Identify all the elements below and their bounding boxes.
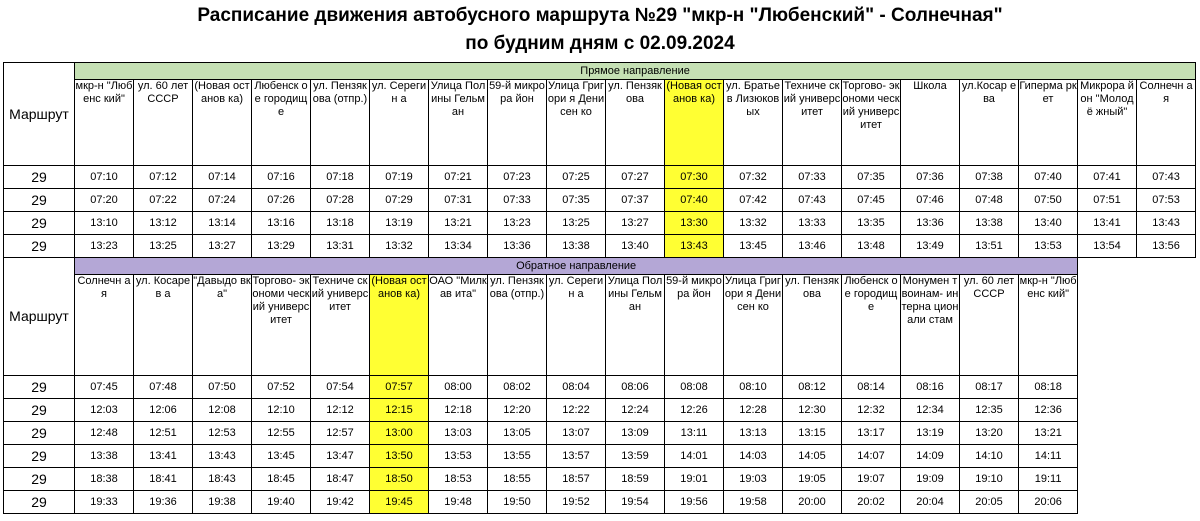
table-row (4, 189, 1196, 212)
departure-time: 07:32 (724, 166, 783, 189)
table-row (4, 445, 1196, 468)
departure-time: 13:15 (783, 422, 842, 445)
departure-time: 13:50 (370, 445, 429, 468)
departure-time: 07:42 (724, 189, 783, 212)
departure-time: 18:45 (252, 468, 311, 491)
stop-name: Техниче ский универс итет (783, 80, 842, 166)
departure-time: 07:48 (134, 376, 193, 399)
departure-time: 18:43 (193, 468, 252, 491)
departure-time: 07:57 (370, 376, 429, 399)
departure-time: 12:51 (134, 422, 193, 445)
departure-time: 12:26 (665, 399, 724, 422)
departure-time: 07:26 (252, 189, 311, 212)
departure-time: 19:56 (665, 491, 724, 514)
departure-time: 07:43 (783, 189, 842, 212)
stop-name: Любенск ое городищ е (842, 275, 901, 376)
departure-time: 07:38 (960, 166, 1019, 189)
stop-name: Школа (901, 80, 960, 166)
departure-time: 13:40 (1019, 212, 1078, 235)
departure-time: 07:50 (193, 376, 252, 399)
departure-time: 19:50 (488, 491, 547, 514)
stop-name: мкр-н "Любенс кий" (75, 80, 134, 166)
departure-time: 12:20 (488, 399, 547, 422)
departure-time: 13:09 (606, 422, 665, 445)
departure-time: 12:32 (842, 399, 901, 422)
route-column-header: Маршрут (4, 63, 75, 166)
departure-time: 07:36 (901, 166, 960, 189)
departure-time: 07:54 (311, 376, 370, 399)
departure-time: 13:45 (724, 235, 783, 258)
departure-time: 12:15 (370, 399, 429, 422)
stop-name: ул. Серегин а (370, 80, 429, 166)
stop-name: Улица Григори я Денисен ко (724, 275, 783, 376)
departure-time: 13:40 (606, 235, 665, 258)
departure-time: 19:52 (547, 491, 606, 514)
empty-cell (1078, 376, 1196, 399)
stop-name: 59-й микрора йон (488, 80, 547, 166)
departure-time: 14:07 (842, 445, 901, 468)
departure-time: 13:35 (842, 212, 901, 235)
departure-time: 07:48 (960, 189, 1019, 212)
table-row (4, 491, 1196, 514)
departure-time: 19:54 (606, 491, 665, 514)
departure-time: 19:09 (901, 468, 960, 491)
table-row (4, 166, 1196, 189)
stop-name: Техниче ский универс итет (311, 275, 370, 376)
departure-time: 13:46 (783, 235, 842, 258)
route-number: 29 (4, 212, 75, 235)
departure-time: 12:57 (311, 422, 370, 445)
stop-name: мкр-н "Любенс кий" (1019, 275, 1078, 376)
departure-time: 14:03 (724, 445, 783, 468)
departure-time: 18:55 (488, 468, 547, 491)
departure-time: 08:02 (488, 376, 547, 399)
departure-time: 12:28 (724, 399, 783, 422)
departure-time: 20:05 (960, 491, 1019, 514)
departure-time: 13:49 (901, 235, 960, 258)
direction-header: Обратное направление (75, 258, 1078, 275)
departure-time: 07:33 (488, 189, 547, 212)
stop-name: ул.Косар ева (960, 80, 1019, 166)
table-row (4, 422, 1196, 445)
stop-name: 59-й микрора йон (665, 275, 724, 376)
departure-time: 07:52 (252, 376, 311, 399)
departure-time: 08:08 (665, 376, 724, 399)
departure-time: 19:45 (370, 491, 429, 514)
departure-time: 13:21 (429, 212, 488, 235)
departure-time: 13:12 (134, 212, 193, 235)
departure-time: 07:25 (547, 166, 606, 189)
departure-time: 13:10 (75, 212, 134, 235)
stop-name: Торгово- экономи ческий универс итет (842, 80, 901, 166)
departure-time: 13:16 (252, 212, 311, 235)
departure-time: 13:25 (134, 235, 193, 258)
departure-time: 13:27 (193, 235, 252, 258)
departure-time: 08:06 (606, 376, 665, 399)
route-number: 29 (4, 468, 75, 491)
departure-time: 07:46 (901, 189, 960, 212)
departure-time: 19:36 (134, 491, 193, 514)
stop-name: (Новая останов ка) (665, 80, 724, 166)
empty-cell (1078, 491, 1196, 514)
departure-time: 13:38 (75, 445, 134, 468)
departure-time: 19:03 (724, 468, 783, 491)
departure-time: 13:38 (547, 235, 606, 258)
departure-time: 13:30 (665, 212, 724, 235)
stop-name: Улица Полины Гельман (429, 80, 488, 166)
route-number: 29 (4, 422, 75, 445)
departure-time: 07:43 (1137, 166, 1196, 189)
departure-time: 07:10 (75, 166, 134, 189)
departure-time: 07:21 (429, 166, 488, 189)
departure-time: 13:45 (252, 445, 311, 468)
departure-time: 07:20 (75, 189, 134, 212)
table-row (4, 212, 1196, 235)
departure-time: 07:37 (606, 189, 665, 212)
stop-name: Гиперма ркет (1019, 80, 1078, 166)
stop-name: ул. Косарев а (134, 275, 193, 376)
departure-time: 07:22 (134, 189, 193, 212)
departure-time: 07:40 (665, 189, 724, 212)
departure-time: 12:12 (311, 399, 370, 422)
departure-time: 13:07 (547, 422, 606, 445)
departure-time: 07:41 (1078, 166, 1137, 189)
departure-time: 13:17 (842, 422, 901, 445)
departure-time: 12:03 (75, 399, 134, 422)
departure-time: 13:34 (429, 235, 488, 258)
departure-time: 13:53 (1019, 235, 1078, 258)
stop-name: ОАО "Милкав ита" (429, 275, 488, 376)
empty-cell (1078, 422, 1196, 445)
departure-time: 07:45 (842, 189, 901, 212)
departure-time: 07:27 (606, 166, 665, 189)
table-row (4, 235, 1196, 258)
departure-time: 13:05 (488, 422, 547, 445)
departure-time: 13:14 (193, 212, 252, 235)
departure-time: 07:35 (842, 166, 901, 189)
departure-time: 13:31 (311, 235, 370, 258)
route-number: 29 (4, 166, 75, 189)
departure-time: 19:07 (842, 468, 901, 491)
departure-time: 19:48 (429, 491, 488, 514)
departure-time: 07:12 (134, 166, 193, 189)
empty-cell (1078, 468, 1196, 491)
departure-time: 12:34 (901, 399, 960, 422)
departure-time: 13:43 (665, 235, 724, 258)
departure-time: 19:33 (75, 491, 134, 514)
departure-time: 12:35 (960, 399, 1019, 422)
departure-time: 08:00 (429, 376, 488, 399)
departure-time: 13:23 (75, 235, 134, 258)
departure-time: 20:04 (901, 491, 960, 514)
departure-time: 12:24 (606, 399, 665, 422)
route-number: 29 (4, 399, 75, 422)
departure-time: 13:19 (901, 422, 960, 445)
departure-time: 14:01 (665, 445, 724, 468)
departure-time: 13:47 (311, 445, 370, 468)
departure-time: 13:51 (960, 235, 1019, 258)
departure-time: 12:18 (429, 399, 488, 422)
departure-time: 13:41 (1078, 212, 1137, 235)
departure-time: 13:56 (1137, 235, 1196, 258)
route-number: 29 (4, 445, 75, 468)
empty-cell (1078, 399, 1196, 422)
departure-time: 13:00 (370, 422, 429, 445)
departure-time: 07:50 (1019, 189, 1078, 212)
departure-time: 12:30 (783, 399, 842, 422)
route-column-header: Маршрут (4, 258, 75, 376)
departure-time: 14:10 (960, 445, 1019, 468)
departure-time: 18:53 (429, 468, 488, 491)
stop-name: Улица Григори я Денисен ко (547, 80, 606, 166)
empty-cell (1078, 258, 1196, 376)
departure-time: 07:35 (547, 189, 606, 212)
departure-time: 13:23 (488, 212, 547, 235)
backward-schedule-table (3, 257, 1196, 514)
forward-schedule-table (3, 62, 1196, 258)
departure-time: 13:41 (134, 445, 193, 468)
departure-time: 18:41 (134, 468, 193, 491)
departure-time: 07:45 (75, 376, 134, 399)
direction-header: Прямое направление (75, 63, 1196, 80)
schedule-title: Расписание движения автобусного маршрута №29 "мкр-н "Любенский" - Солнечная" (197, 5, 1003, 26)
stop-name: Улица Полины Гельман (606, 275, 665, 376)
departure-time: 12:48 (75, 422, 134, 445)
departure-time: 13:32 (724, 212, 783, 235)
departure-time: 13:36 (488, 235, 547, 258)
departure-time: 19:40 (252, 491, 311, 514)
departure-time: 07:18 (311, 166, 370, 189)
departure-time: 13:19 (370, 212, 429, 235)
route-number: 29 (4, 189, 75, 212)
departure-time: 13:33 (783, 212, 842, 235)
departure-time: 07:33 (783, 166, 842, 189)
stop-name: (Новая останов ка) (370, 275, 429, 376)
departure-time: 08:17 (960, 376, 1019, 399)
departure-time: 13:21 (1019, 422, 1078, 445)
departure-time: 19:38 (193, 491, 252, 514)
departure-time: 07:29 (370, 189, 429, 212)
departure-time: 19:01 (665, 468, 724, 491)
stop-name: ул. Пензяк ова (отпр.) (488, 275, 547, 376)
stop-name: "Давыдо вка" (193, 275, 252, 376)
departure-time: 07:14 (193, 166, 252, 189)
stop-name: Любенск ое городищ е (252, 80, 311, 166)
departure-time: 13:38 (960, 212, 1019, 235)
departure-time: 18:57 (547, 468, 606, 491)
departure-time: 07:31 (429, 189, 488, 212)
departure-time: 20:02 (842, 491, 901, 514)
departure-time: 07:19 (370, 166, 429, 189)
stop-name: ул. Братьев Лизюков ых (724, 80, 783, 166)
departure-time: 19:10 (960, 468, 1019, 491)
departure-time: 13:55 (488, 445, 547, 468)
departure-time: 07:40 (1019, 166, 1078, 189)
departure-time: 12:10 (252, 399, 311, 422)
departure-time: 20:00 (783, 491, 842, 514)
departure-time: 07:30 (665, 166, 724, 189)
departure-time: 13:03 (429, 422, 488, 445)
departure-time: 08:10 (724, 376, 783, 399)
departure-time: 14:09 (901, 445, 960, 468)
departure-time: 19:58 (724, 491, 783, 514)
stop-name: Торгово- экономи ческий универс итет (252, 275, 311, 376)
departure-time: 08:14 (842, 376, 901, 399)
route-number: 29 (4, 491, 75, 514)
departure-time: 19:11 (1019, 468, 1078, 491)
departure-time: 13:25 (547, 212, 606, 235)
stop-name: ул. Пензяк ова (отпр.) (311, 80, 370, 166)
departure-time: 13:53 (429, 445, 488, 468)
departure-time: 08:18 (1019, 376, 1078, 399)
stop-name: ул. 60 лет СССР (960, 275, 1019, 376)
departure-time: 20:06 (1019, 491, 1078, 514)
departure-time: 13:27 (606, 212, 665, 235)
stop-name: ул. Пензяк ова (783, 275, 842, 376)
stop-name: Микрора йон "Молодё жный" (1078, 80, 1137, 166)
departure-time: 07:51 (1078, 189, 1137, 212)
departure-time: 12:22 (547, 399, 606, 422)
schedule-subtitle: по будним дням с 02.09.2024 (465, 33, 735, 54)
departure-time: 18:38 (75, 468, 134, 491)
stop-name: Монумен т воинам- интерна ционали стам (901, 275, 960, 376)
stop-name: (Новая останов ка) (193, 80, 252, 166)
departure-time: 19:42 (311, 491, 370, 514)
table-row (4, 399, 1196, 422)
departure-time: 07:28 (311, 189, 370, 212)
departure-time: 14:05 (783, 445, 842, 468)
departure-time: 19:05 (783, 468, 842, 491)
departure-time: 13:43 (1137, 212, 1196, 235)
departure-time: 13:57 (547, 445, 606, 468)
departure-time: 07:23 (488, 166, 547, 189)
departure-time: 13:13 (724, 422, 783, 445)
departure-time: 13:59 (606, 445, 665, 468)
departure-time: 13:29 (252, 235, 311, 258)
departure-time: 12:36 (1019, 399, 1078, 422)
departure-time: 12:08 (193, 399, 252, 422)
departure-time: 13:11 (665, 422, 724, 445)
table-row (4, 376, 1196, 399)
departure-time: 13:20 (960, 422, 1019, 445)
departure-time: 13:48 (842, 235, 901, 258)
departure-time: 18:50 (370, 468, 429, 491)
departure-time: 12:53 (193, 422, 252, 445)
departure-time: 13:18 (311, 212, 370, 235)
stop-name: ул. 60 лет СССР (134, 80, 193, 166)
departure-time: 08:16 (901, 376, 960, 399)
departure-time: 14:11 (1019, 445, 1078, 468)
departure-time: 13:54 (1078, 235, 1137, 258)
stop-name: ул. Пензяк ова (606, 80, 665, 166)
departure-time: 07:16 (252, 166, 311, 189)
departure-time: 12:55 (252, 422, 311, 445)
table-row (4, 468, 1196, 491)
departure-time: 07:24 (193, 189, 252, 212)
stop-name: Солнечн ая (1137, 80, 1196, 166)
empty-cell (1078, 445, 1196, 468)
route-number: 29 (4, 376, 75, 399)
departure-time: 13:43 (193, 445, 252, 468)
departure-time: 13:32 (370, 235, 429, 258)
departure-time: 13:36 (901, 212, 960, 235)
departure-time: 07:53 (1137, 189, 1196, 212)
route-number: 29 (4, 235, 75, 258)
departure-time: 08:12 (783, 376, 842, 399)
departure-time: 08:04 (547, 376, 606, 399)
departure-time: 12:06 (134, 399, 193, 422)
stop-name: Солнечн ая (75, 275, 134, 376)
departure-time: 18:59 (606, 468, 665, 491)
departure-time: 18:47 (311, 468, 370, 491)
stop-name: ул. Серегин а (547, 275, 606, 376)
